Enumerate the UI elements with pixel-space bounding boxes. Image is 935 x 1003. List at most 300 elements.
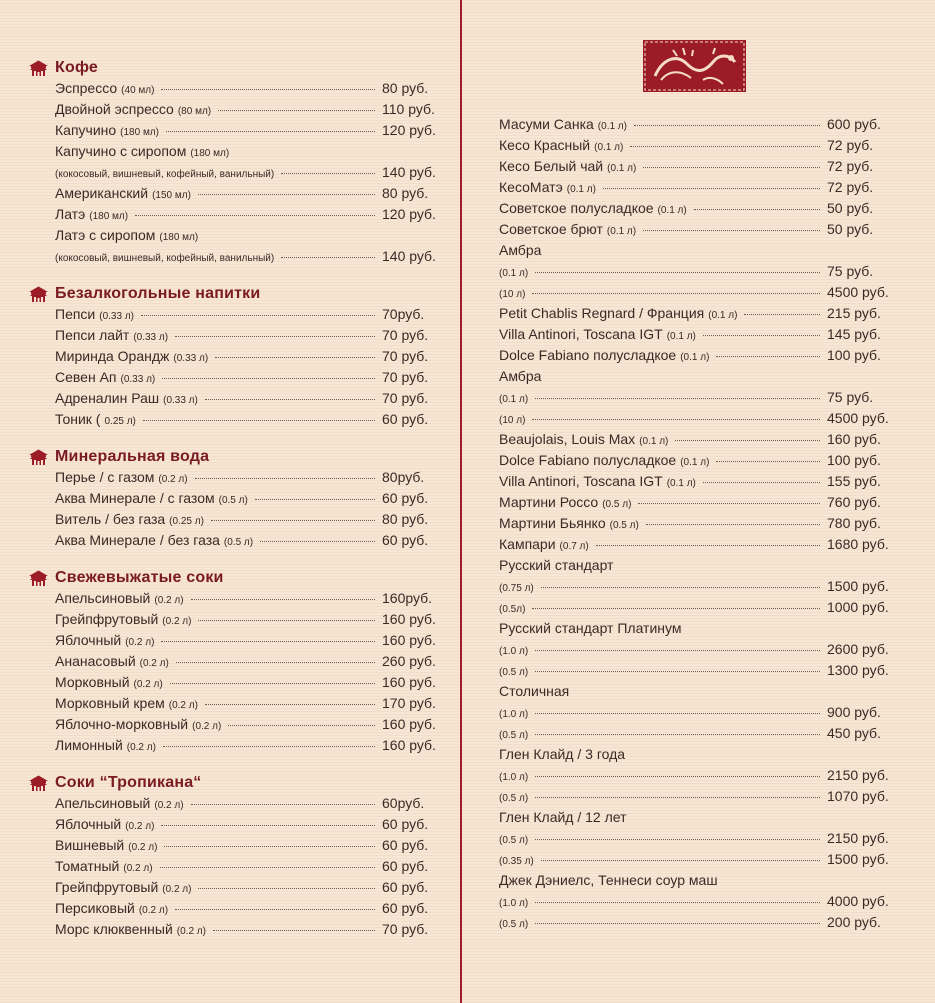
item-price: 160руб. bbox=[382, 590, 433, 606]
item-volume: (0.2 л) bbox=[162, 616, 192, 627]
item-volume: (0.5 л) bbox=[218, 495, 248, 506]
item-volume: (40 мл) bbox=[121, 85, 155, 96]
item-volume: (0.1 л) bbox=[680, 352, 710, 363]
menu-item bbox=[499, 809, 899, 830]
item-price: 70 руб. bbox=[382, 921, 429, 937]
item-name: Советское брют bbox=[499, 221, 603, 237]
item-price: 900 руб. bbox=[827, 704, 881, 720]
item-name: Русский стандарт Платинум bbox=[499, 620, 682, 636]
item-volume: (80 мл) bbox=[177, 106, 212, 117]
dotted-leader bbox=[675, 440, 820, 441]
item-name: Ананасовый bbox=[55, 653, 136, 669]
item-price: 160 руб. bbox=[382, 674, 436, 690]
item-volume: (0.1 л) bbox=[666, 331, 696, 342]
item-price: 160 руб. bbox=[382, 737, 436, 753]
item-volume: (1.0 л) bbox=[499, 709, 529, 720]
item-volume: (150 мл) bbox=[152, 190, 191, 201]
item-price: 120 руб. bbox=[382, 206, 436, 222]
item-price: 2150 руб. bbox=[827, 767, 889, 783]
menu-item bbox=[55, 327, 438, 348]
item-volume: (0.1 л) bbox=[566, 184, 596, 195]
menu-item bbox=[499, 473, 899, 494]
item-volume: (0.5 л) bbox=[609, 520, 639, 531]
item-volume: (0.33 л) bbox=[120, 374, 156, 385]
dotted-leader bbox=[535, 272, 820, 273]
dotted-leader bbox=[535, 398, 820, 399]
item-volume: (180 мл) bbox=[159, 232, 199, 243]
item-volume: (0.1 л) bbox=[594, 142, 624, 153]
item-name: Вишневый bbox=[55, 837, 125, 853]
item-price: 215 руб. bbox=[827, 305, 881, 321]
section-items bbox=[28, 306, 438, 432]
menu-item bbox=[55, 185, 438, 206]
section-items bbox=[28, 469, 438, 553]
menu-item bbox=[499, 683, 899, 704]
item-name: Адреналин Раш bbox=[55, 390, 160, 406]
menu-item bbox=[499, 536, 899, 557]
menu-item bbox=[55, 632, 438, 653]
item-name: Миринда Орандж bbox=[55, 348, 170, 364]
section-header bbox=[28, 56, 438, 80]
menu-item bbox=[55, 206, 438, 227]
item-volume: (0.5 л) bbox=[499, 835, 529, 846]
menu-item bbox=[499, 704, 899, 725]
item-name: Яблочный bbox=[55, 632, 122, 648]
item-volume: (0.1 л) bbox=[657, 205, 687, 216]
item-price: 70 руб. bbox=[382, 369, 429, 385]
item-name: Beaujolais, Louis Max bbox=[499, 431, 636, 447]
item-price: 72 руб. bbox=[827, 137, 874, 153]
dotted-leader bbox=[643, 230, 820, 231]
item-price: 4500 руб. bbox=[827, 410, 889, 426]
pagoda-icon bbox=[28, 775, 49, 792]
item-price: 60 руб. bbox=[382, 900, 429, 916]
item-name: Эспрессо bbox=[55, 80, 118, 96]
item-volume: (0.5 л) bbox=[499, 730, 529, 741]
dotted-leader bbox=[213, 930, 375, 931]
section-items bbox=[28, 80, 438, 269]
item-volume: (0.1 л) bbox=[606, 226, 637, 237]
item-volume: (0.75 л) bbox=[499, 583, 534, 594]
item-price: 70руб. bbox=[382, 306, 425, 322]
dotted-leader bbox=[716, 356, 820, 357]
item-volume: (0.2 л) bbox=[133, 679, 163, 690]
item-price: 50 руб. bbox=[827, 221, 874, 237]
dotted-leader bbox=[535, 923, 820, 924]
menu-item bbox=[55, 469, 438, 490]
item-price: 4000 руб. bbox=[827, 893, 889, 909]
pagoda-icon bbox=[28, 60, 49, 77]
right-column bbox=[499, 116, 899, 935]
menu-item bbox=[499, 368, 899, 389]
section-header bbox=[28, 566, 438, 590]
item-price: 155 руб. bbox=[827, 473, 881, 489]
item-price: 450 руб. bbox=[827, 725, 881, 741]
section-title: Минеральная вода bbox=[55, 448, 210, 465]
item-volume: (0.1 л) bbox=[639, 436, 669, 447]
dotted-leader bbox=[703, 335, 820, 336]
dotted-leader bbox=[211, 520, 375, 521]
menu-item bbox=[499, 557, 899, 578]
menu-item bbox=[55, 879, 438, 900]
item-volume: (0.5л) bbox=[499, 604, 526, 615]
item-name: Villa Antinori, Toscana IGT bbox=[499, 326, 663, 342]
item-volume: (0.1 л) bbox=[499, 394, 529, 405]
item-price: 60 руб. bbox=[382, 879, 429, 895]
dotted-leader bbox=[161, 641, 375, 642]
item-name: Кампари bbox=[499, 536, 556, 552]
item-name: Томатный bbox=[55, 858, 120, 874]
menu-item bbox=[55, 858, 438, 879]
item-volume: (180 мл) bbox=[89, 211, 129, 222]
item-volume: (0.2 л) bbox=[123, 863, 153, 874]
item-volume: (0.1 л) bbox=[607, 163, 637, 174]
item-name: Мартини Россо bbox=[499, 494, 599, 510]
menu-item bbox=[499, 200, 899, 221]
item-name: Petit Chablis Regnard / Франция bbox=[499, 305, 705, 321]
dotted-leader bbox=[164, 846, 375, 847]
item-price: 100 руб. bbox=[827, 452, 881, 468]
item-price: 160 руб. bbox=[382, 716, 436, 732]
dotted-leader bbox=[638, 503, 820, 504]
item-price: 145 руб. bbox=[827, 326, 881, 342]
section-title: Свежевыжатые соки bbox=[55, 569, 224, 586]
dragon-emblem bbox=[643, 40, 746, 92]
item-name: Витель / без газа bbox=[55, 511, 166, 527]
dotted-leader bbox=[694, 209, 820, 210]
item-name: Севен Ап bbox=[55, 369, 117, 385]
menu-item bbox=[55, 248, 438, 269]
item-name: Морковный bbox=[55, 674, 130, 690]
menu-item bbox=[499, 788, 899, 809]
item-price: 60 руб. bbox=[382, 858, 429, 874]
dotted-leader bbox=[535, 671, 820, 672]
dotted-leader bbox=[532, 608, 820, 609]
item-volume: (0.2 л) bbox=[128, 842, 158, 853]
dotted-leader bbox=[532, 419, 820, 420]
item-volume: (180 мл) bbox=[120, 127, 159, 138]
item-volume: (0.25 л) bbox=[169, 516, 204, 527]
dotted-leader bbox=[228, 725, 375, 726]
dotted-leader bbox=[532, 293, 820, 294]
menu-item bbox=[499, 641, 899, 662]
dotted-leader bbox=[535, 650, 820, 651]
item-price: 60 руб. bbox=[382, 532, 429, 548]
item-volume: (0.35 л) bbox=[499, 856, 534, 867]
item-price: 72 руб. bbox=[827, 179, 874, 195]
item-volume: 0.25 л) bbox=[104, 416, 136, 427]
item-name: Пепси лайт bbox=[55, 327, 130, 343]
menu-item bbox=[499, 263, 899, 284]
menu-item bbox=[499, 851, 899, 872]
item-name: Глен Клайд / 3 года bbox=[499, 746, 626, 762]
menu-item bbox=[499, 410, 899, 431]
menu-item bbox=[55, 653, 438, 674]
pagoda-icon bbox=[28, 286, 49, 303]
menu-item bbox=[55, 390, 438, 411]
dotted-leader bbox=[703, 482, 820, 483]
menu-item bbox=[499, 599, 899, 620]
item-price: 2150 руб. bbox=[827, 830, 889, 846]
menu-item bbox=[499, 137, 899, 158]
pagoda-icon bbox=[28, 449, 49, 466]
item-volume: (0.1 л) bbox=[597, 121, 627, 132]
menu-item bbox=[499, 830, 899, 851]
item-volume: (0.2 л) bbox=[154, 595, 184, 606]
item-volume: (0.5 л) bbox=[602, 499, 632, 510]
item-volume: (0.5 л) bbox=[499, 793, 529, 804]
menu-item bbox=[55, 837, 438, 858]
menu-item bbox=[55, 674, 438, 695]
menu-item bbox=[499, 305, 899, 326]
menu-item bbox=[55, 816, 438, 837]
dotted-leader bbox=[716, 461, 820, 462]
item-volume: (0.7 л) bbox=[559, 541, 589, 552]
item-name: Масуми Санка bbox=[499, 116, 594, 132]
item-volume: (0.33 л) bbox=[163, 395, 198, 406]
item-volume: (0.2 л) bbox=[126, 742, 156, 753]
dotted-leader bbox=[163, 746, 375, 747]
item-volume: (1.0 л) bbox=[499, 772, 529, 783]
item-name: Латэ с сиропом bbox=[55, 227, 156, 243]
item-price: 140 руб. bbox=[382, 164, 436, 180]
item-name: Глен Клайд / 12 лет bbox=[499, 809, 627, 825]
item-name: Капучино с сиропом bbox=[55, 143, 187, 159]
item-name: Аква Минерале / без газа bbox=[55, 532, 220, 548]
section-items bbox=[28, 590, 438, 758]
dotted-leader bbox=[215, 357, 375, 358]
item-name: Амбра bbox=[499, 368, 542, 384]
dotted-leader bbox=[141, 315, 375, 316]
item-price: 1000 руб. bbox=[827, 599, 889, 615]
dotted-leader bbox=[218, 110, 375, 111]
menu-item bbox=[499, 893, 899, 914]
dotted-leader bbox=[205, 704, 375, 705]
item-price: 160 руб. bbox=[382, 632, 436, 648]
item-price: 160 руб. bbox=[827, 431, 881, 447]
menu-item bbox=[55, 716, 438, 737]
dotted-leader bbox=[195, 478, 375, 479]
menu-item bbox=[55, 611, 438, 632]
item-name: Грейпфрутовый bbox=[55, 879, 159, 895]
menu-item bbox=[499, 494, 899, 515]
item-price: 160 руб. bbox=[382, 611, 436, 627]
menu-item bbox=[55, 695, 438, 716]
item-volume: (0.2 л) bbox=[138, 905, 169, 916]
dotted-leader bbox=[198, 194, 375, 195]
dotted-leader bbox=[175, 336, 375, 337]
item-price: 1500 руб. bbox=[827, 578, 889, 594]
item-volume: (0.1 л) bbox=[666, 478, 696, 489]
item-name: Советское полусладкое bbox=[499, 200, 654, 216]
item-name: Морс клюквенный bbox=[55, 921, 173, 937]
item-price: 80 руб. bbox=[382, 511, 429, 527]
dotted-leader bbox=[630, 146, 820, 147]
item-volume: (0.33 л) bbox=[173, 353, 209, 364]
item-volume: (0.5 л) bbox=[499, 667, 529, 678]
dotted-leader bbox=[198, 888, 375, 889]
item-volume: (0.2 л) bbox=[125, 821, 155, 832]
item-volume: (10 л) bbox=[499, 415, 526, 426]
menu-item bbox=[499, 116, 899, 137]
item-name: Латэ bbox=[55, 206, 86, 222]
item-price: 600 руб. bbox=[827, 116, 881, 132]
menu-item bbox=[55, 306, 438, 327]
dotted-leader bbox=[161, 825, 375, 826]
item-name: Американский bbox=[55, 185, 149, 201]
item-volume: (0.2 л) bbox=[139, 658, 169, 669]
item-name: Столичная bbox=[499, 683, 570, 699]
dotted-leader bbox=[161, 89, 375, 90]
item-volume: (0.2 л) bbox=[158, 474, 188, 485]
item-volume: (0.2 л) bbox=[176, 926, 206, 937]
item-price: 70 руб. bbox=[382, 348, 429, 364]
item-volume: (0.33 л) bbox=[133, 332, 169, 343]
dotted-leader bbox=[191, 599, 375, 600]
item-name: Яблочно-морковный bbox=[55, 716, 189, 732]
dotted-leader bbox=[143, 420, 375, 421]
menu-item bbox=[499, 725, 899, 746]
item-volume: (0.1 л) bbox=[499, 268, 529, 279]
menu-item bbox=[55, 122, 438, 143]
dotted-leader bbox=[646, 524, 820, 525]
item-volume: (0.33 л) bbox=[99, 311, 134, 322]
item-price: 75 руб. bbox=[827, 389, 874, 405]
item-price: 100 руб. bbox=[827, 347, 881, 363]
item-volume: (0.1 л) bbox=[708, 310, 738, 321]
left-column bbox=[28, 56, 438, 942]
item-name: Тоник ( bbox=[55, 411, 101, 427]
item-price: 60руб. bbox=[382, 795, 425, 811]
menu-item bbox=[55, 511, 438, 532]
dotted-leader bbox=[135, 215, 375, 216]
item-price: 4500 руб. bbox=[827, 284, 889, 300]
item-price: 80 руб. bbox=[382, 80, 429, 96]
menu-item bbox=[499, 662, 899, 683]
item-name: Villa Antinori, Toscana IGT bbox=[499, 473, 663, 489]
dotted-leader bbox=[170, 683, 375, 684]
menu-item bbox=[55, 164, 438, 185]
menu-item bbox=[499, 914, 899, 935]
section-title: Кофе bbox=[55, 59, 99, 76]
dotted-leader bbox=[255, 499, 375, 500]
dotted-leader bbox=[281, 173, 375, 174]
dotted-leader bbox=[176, 662, 375, 663]
menu-item bbox=[499, 431, 899, 452]
dotted-leader bbox=[603, 188, 820, 189]
menu-item bbox=[499, 158, 899, 179]
menu-item bbox=[55, 101, 438, 122]
menu-item bbox=[55, 795, 438, 816]
item-volume: (1.0 л) bbox=[499, 898, 529, 909]
item-price: 75 руб. bbox=[827, 263, 874, 279]
menu-item bbox=[55, 411, 438, 432]
item-price: 110 руб. bbox=[382, 101, 435, 117]
menu-item bbox=[499, 347, 899, 368]
item-volume: (1.0 л) bbox=[499, 646, 529, 657]
menu-item bbox=[499, 179, 899, 200]
dotted-leader bbox=[541, 860, 820, 861]
dotted-leader bbox=[535, 734, 820, 735]
item-volume: (0.1 л) bbox=[680, 457, 710, 468]
item-name: КесоМатэ bbox=[499, 179, 563, 195]
menu-item bbox=[55, 532, 438, 553]
item-name: Джек Дэниелс, Теннеси соур маш bbox=[499, 872, 718, 888]
menu-item bbox=[499, 767, 899, 788]
item-volume: (0.2 л) bbox=[125, 637, 155, 648]
dotted-leader bbox=[281, 257, 375, 258]
item-name: Dolce Fabiano полусладкое bbox=[499, 347, 677, 363]
menu-item bbox=[499, 746, 899, 767]
item-name: Амбра bbox=[499, 242, 542, 258]
menu-item bbox=[499, 515, 899, 536]
item-price: 760 руб. bbox=[827, 494, 881, 510]
menu-item bbox=[55, 369, 438, 390]
item-name: Грейпфрутовый bbox=[55, 611, 159, 627]
dotted-leader bbox=[541, 587, 820, 588]
item-price: 60 руб. bbox=[382, 816, 429, 832]
menu-item bbox=[55, 590, 438, 611]
menu-item bbox=[55, 143, 438, 164]
item-name: Двойной эспрессо bbox=[55, 101, 174, 117]
menu-item bbox=[55, 900, 438, 921]
section-header bbox=[28, 771, 438, 795]
item-price: 1070 руб. bbox=[827, 788, 889, 804]
menu-item bbox=[499, 326, 899, 347]
dotted-leader bbox=[198, 620, 375, 621]
menu-item bbox=[499, 221, 899, 242]
menu-item bbox=[499, 578, 899, 599]
section-title: Безалкогольные напитки bbox=[55, 285, 261, 302]
menu-item bbox=[499, 242, 899, 263]
item-price: 170 руб. bbox=[382, 695, 436, 711]
item-price: 1300 руб. bbox=[827, 662, 889, 678]
dotted-leader bbox=[535, 902, 820, 903]
item-name: Мартини Бьянко bbox=[499, 515, 606, 531]
dotted-leader bbox=[643, 167, 820, 168]
column-divider bbox=[460, 0, 462, 1003]
item-volume: (0.5 л) bbox=[223, 537, 254, 548]
item-name: Кесо Красный bbox=[499, 137, 591, 153]
section-header bbox=[28, 282, 438, 306]
item-price: 60 руб. bbox=[382, 837, 429, 853]
dotted-leader bbox=[166, 131, 375, 132]
item-name: Кесо Белый чай bbox=[499, 158, 604, 174]
item-volume: (0.2 л) bbox=[154, 800, 184, 811]
item-volume: (0.2 л) bbox=[192, 721, 222, 732]
item-name: Пепси bbox=[55, 306, 96, 322]
item-name: Персиковый bbox=[55, 900, 135, 916]
dotted-leader bbox=[162, 378, 375, 379]
item-name: Аква Минерале / с газом bbox=[55, 490, 215, 506]
item-name: Лимонный bbox=[55, 737, 123, 753]
item-name: Апельсиновый bbox=[55, 590, 151, 606]
item-price: 60 руб. bbox=[382, 490, 429, 506]
item-price: 780 руб. bbox=[827, 515, 881, 531]
dotted-leader bbox=[596, 545, 820, 546]
item-price: 80 руб. bbox=[382, 185, 429, 201]
dotted-leader bbox=[535, 839, 820, 840]
menu-item bbox=[55, 490, 438, 511]
item-price: 120 руб. bbox=[382, 122, 436, 138]
item-name: Апельсиновый bbox=[55, 795, 151, 811]
menu-item bbox=[499, 872, 899, 893]
item-name: Dolce Fabiano полусладкое bbox=[499, 452, 677, 468]
item-price: 200 руб. bbox=[827, 914, 881, 930]
item-volume: (кокосовый, вишневый, кофейный, ванильный) bbox=[55, 169, 275, 180]
dotted-leader bbox=[175, 909, 375, 910]
item-name: Перье / с газом bbox=[55, 469, 155, 485]
